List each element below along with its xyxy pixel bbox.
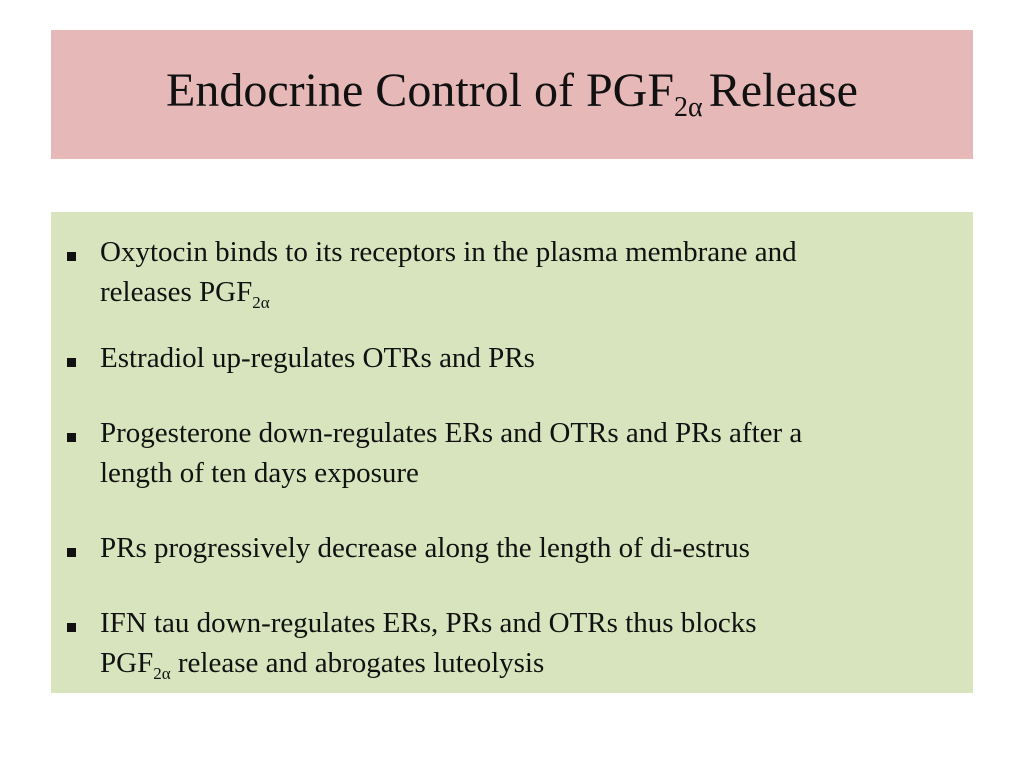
square-bullet-icon [67,252,76,261]
square-bullet-icon [67,548,76,557]
bullet-text [100,413,950,493]
square-bullet-icon [67,433,76,442]
bullet-text [100,603,950,687]
title-text: Endocrine Control of PGF [166,63,675,117]
square-bullet-icon [67,358,76,367]
bullet-line [100,643,950,687]
bullet-text [100,338,950,378]
slide-title [166,63,858,123]
title-subscript: 2α [674,91,703,123]
title-text-after: Release [708,63,858,117]
bullet-line-after: release and abrogates luteolysis [170,647,545,679]
bullet-line: Progesterone down-regulates ERs and OTRs and PRs after a [100,417,803,449]
bullet-line: IFN tau down-regulates ERs, PRs and OTRs thus blocks [100,607,757,639]
bullet-line: Oxytocin binds to its receptors in the plasma membrane and [100,236,797,268]
title-banner [51,30,973,159]
square-bullet-icon [67,623,76,632]
content-panel [51,212,973,693]
bullet-text [100,232,950,316]
bullet-line: PRs progressively decrease along the length of di-estrus [100,532,750,564]
bullet-subscript: 2α [153,664,171,683]
bullet-line: length of ten days exposure [100,457,419,489]
bullet-line [100,272,950,316]
bullet-text [100,528,950,568]
bullet-line-text: releases PGF [100,276,253,308]
bullet-line: Estradiol up-regulates OTRs and PRs [100,342,535,374]
bullet-subscript: 2α [252,293,270,312]
bullet-line-text: PGF [100,647,154,679]
